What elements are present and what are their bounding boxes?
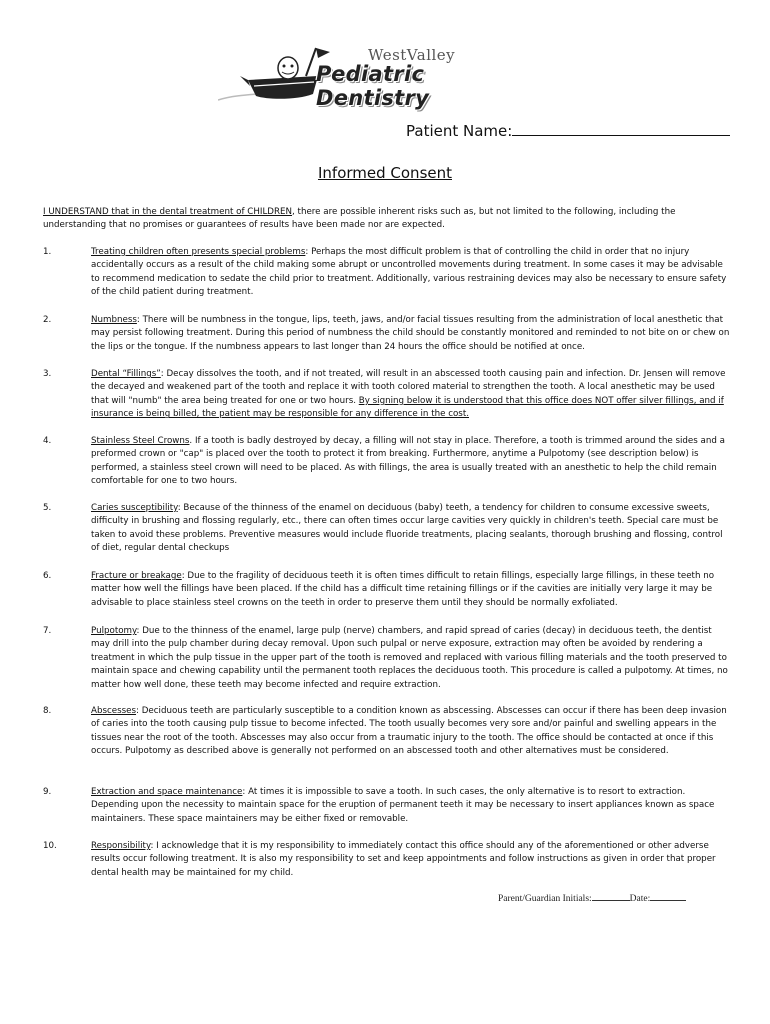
item-underlined-notice: By signing below it is understood that this office does NOT offer silver fillings, and if insurance is being billed, the patient may be responsible for any difference in the cost.: [91, 395, 724, 420]
practice-logo: [218, 42, 538, 112]
item-heading: Abscesses: [91, 706, 137, 716]
item-text: : I acknowledge that it is my responsibility to immediately contact this office should any of the aforementioned or other adverse results occur following treatment. It is also my responsibility to set and keep appointments and follow instructions as given in order that proper dental health may be maintained for my child.: [91, 841, 716, 878]
item-heading: Numbness: [91, 315, 137, 325]
intro-lead: I UNDERSTAND that in the dental treatment of CHILDREN: [43, 207, 293, 217]
item-number: 2.: [43, 315, 52, 325]
item-text: : Decay dissolves the tooth, and if not treated, will result in an abscessed tooth causing pain and infection. Dr. Jensen will remove the decayed and weakened part of the tooth and replace it with tooth colored material to strengthen the tooth. A local anesthetic may be used that will "numb" the area being treated for one or two hours.: [91, 369, 726, 406]
item-number: 1.: [43, 247, 52, 257]
item-number: 3.: [43, 369, 52, 379]
initials-date-line: [498, 891, 686, 904]
patient-name-blank[interactable]: [512, 121, 730, 136]
item-heading: Pulpotomy: [91, 626, 137, 636]
item-text: : Due to the fragility of deciduous teeth it is often times difficult to retain fillings, especially large fillings, in these teeth no matter how well the fillings have been placed. If the child has a difficult time retaining fillings or if the cavities are initially very large it may be advisable to place stainless steel crowns on the teeth in order to preserve them until they should be normally exfoliated.: [91, 571, 715, 608]
document-title: Informed Consent: [317, 164, 452, 182]
date-blank[interactable]: [650, 891, 686, 901]
item-text: : Because of the thinness of the enamel on deciduous (baby) teeth, a tendency for children to consume excessive sweets, difficulty in brushing and flossing regularly, etc., there can often times occur large cavities very quickly in children's teeth. Special care must be taken to avoid these problems. Preventive measures would include fluoride treatments, placing sealants, thorough brushing and flossing, control of diet, regular dental checkups: [91, 503, 723, 554]
item-text: : There will be numbness in the tongue, lips, teeth, jaws, and/or facial tissues resulting from the administration of local anesthetic that may persist following treatment. During this period of numbness the child should be constantly monitored and reminded to not bite on or chew on the lips or the tongue. If the numbness appears to last longer than 24 hours the office should be notified at once.: [91, 315, 730, 352]
item-heading: Stainless Steel Crowns: [91, 436, 190, 446]
initials-blank[interactable]: [592, 891, 630, 901]
item-text: : At times it is impossible to save a tooth. In such cases, the only alternative is to resort to extraction. Depending upon the necessity to maintain space for the eruption of permanent teeth it may be necessary to insert appliances known as space maintainers. These space maintainers may be either fixed or removable.: [91, 787, 715, 824]
item-heading: Dental “Fillings”: [91, 369, 161, 379]
item-number: 5.: [43, 503, 52, 513]
item-heading: Extraction and space maintenance: [91, 787, 243, 797]
item-number: 6.: [43, 571, 52, 581]
item-number: 7.: [43, 626, 52, 636]
item-heading: Responsibility: [91, 841, 151, 851]
item-text: : Deciduous teeth are particularly susceptible to a condition known as abscessing. Abscesses can occur if there has been deep invasion of caries into the tooth causing pulp tissue to become infected. The tooth usually becomes very sore and/or painful and swelling appears in the tissues near the root of the tooth. Abscesses may also occur from a traumatic injury to the tooth. The office should be contacted at once if this occurs. Pulpotomy as described above is generally not performed on an abscessed tooth and other alternatives must be considered.: [91, 706, 727, 757]
patient-name-field: [406, 121, 730, 140]
item-heading: Fracture or breakage: [91, 571, 182, 581]
date-label: Date:: [629, 894, 651, 904]
intro-paragraph: [43, 206, 733, 233]
initials-label: Parent/Guardian Initials:: [498, 894, 592, 904]
item-number: 8.: [43, 706, 52, 716]
item-number: 9.: [43, 787, 52, 797]
item-text: : Perhaps the most difficult problem is that of controlling the child in order that no injury accidentally occurs as a result of the child making some abrupt or uncontrolled movements during treatment. In some cases it may be advisable to recommend medication to sedate the child prior to treatment. Additionally, various restraining devices may also be necessary to ensure safety of the child patient during treatment.: [91, 247, 727, 298]
intro-rest: , there are possible inherent risks such as, but not limited to the following, including the understanding that no promises or guarantees of results have been made nor are expected.: [43, 207, 676, 231]
patient-name-label: Patient Name:: [406, 122, 513, 140]
item-heading: Treating children often presents special problems: [91, 247, 306, 257]
logo-main-text: Pediatric Dentistry: [316, 62, 430, 110]
item-text: . If a tooth is badly destroyed by decay, a filling will not stay in place. Therefore, a tooth is trimmed around the sides and a preformed crown or "cap" is placed over the tooth to protect it from breaking. Furthermore, anytime a Pulpotomy (see description below) is performed, a stainless steel crown will need to be placed. As with fillings, the area is usually treated with an anesthetic to help the child remain comfortable for one to two hours.: [91, 436, 725, 487]
logo-top-text: WestValley: [368, 46, 456, 64]
item-heading: Caries susceptibility: [91, 503, 178, 513]
item-number: 4.: [43, 436, 52, 446]
item-text: : Due to the thinness of the enamel, large pulp (nerve) chambers, and rapid spread of caries (decay) in deciduous teeth, the dentist may drill into the pulp chamber during decay removal. Upon such pulpal or nerve exposure, extraction may often be avoided by rendering a treatment in which the pulp tissue in the upper part of the tooth is removed and replaced with various filling materials and the tooth preserved to maintain space and chewing capability until the permanent tooth replaces the deciduous tooth. This procedure is called a pulpotomy. At times, no matter how well done, these teeth may become infected and require extraction.: [91, 626, 728, 690]
item-number: 10.: [43, 841, 57, 851]
